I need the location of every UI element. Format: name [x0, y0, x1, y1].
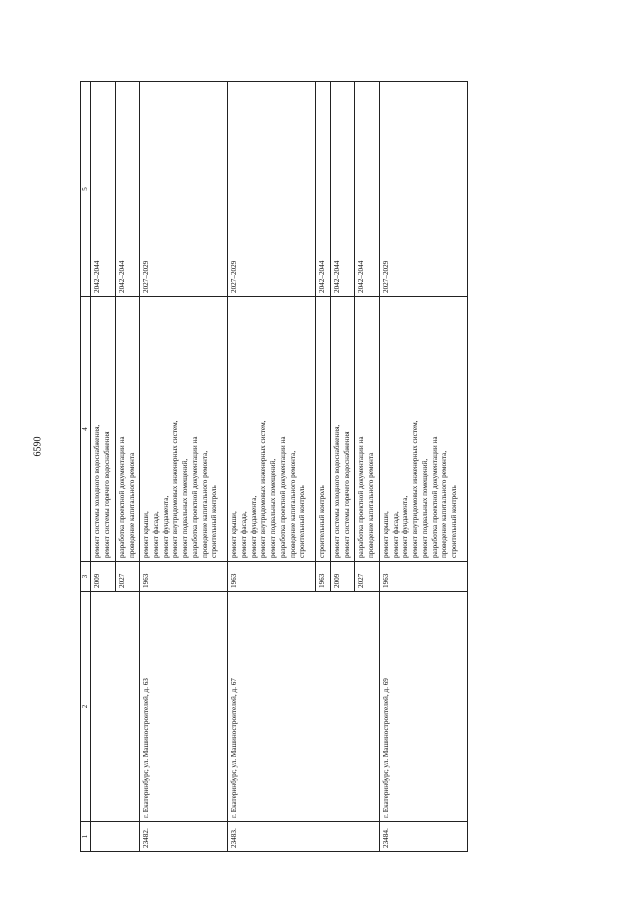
year-cell: 1963 [316, 562, 331, 592]
work-item: ремонт системы горячего водоснабжения [103, 431, 112, 558]
work-item: ремонт подвальных помещений, [269, 458, 278, 558]
work-item: разработка проектной документации на [278, 436, 287, 558]
works-cell [115, 297, 139, 562]
period-cell: 2042–2044 [355, 82, 379, 297]
table-row [91, 82, 115, 852]
header-col-1: 1 [81, 822, 91, 852]
work-item: строительный контроль [298, 485, 307, 558]
work-item: разработка проектной документации на [430, 436, 439, 558]
work-item: ремонт фасада, [391, 511, 400, 558]
table-body [91, 82, 467, 852]
table-row [140, 82, 228, 852]
row-number: 23483. [228, 822, 380, 852]
period-cell: 2042–2044 [316, 82, 331, 297]
work-item: ремонт фундамента, [401, 495, 410, 558]
work-item: строительный контроль [318, 485, 327, 558]
works-cell [331, 297, 355, 562]
work-item: разработка проектной документации на [117, 436, 126, 558]
year-cell: 1963 [228, 562, 316, 592]
header-col-5: 5 [81, 82, 91, 297]
work-item: проведение капитального ремонта, [440, 450, 449, 558]
work-item: ремонт крыши, [230, 511, 239, 558]
table-row [379, 82, 467, 852]
year-cell: 2027 [355, 562, 379, 592]
address-cell: г. Екатеринбург, ул. Машиностроителей, д. 63 [140, 592, 228, 822]
work-item: ремонт подвальных помещений, [420, 458, 429, 558]
work-item: ремонт фасада, [240, 511, 249, 558]
header-col-4: 4 [81, 297, 91, 562]
table-row [228, 82, 316, 852]
year-cell: 2009 [331, 562, 355, 592]
work-item: ремонт фундамента, [249, 495, 258, 558]
work-item: разработка проектной документации на [190, 436, 199, 558]
work-item: ремонт внутридомовых инженерных систем, [411, 420, 420, 558]
header-col-3: 3 [81, 562, 91, 592]
work-item: ремонт внутридомовых инженерных систем, [171, 420, 180, 558]
works-cell [379, 297, 467, 562]
works-cell [228, 297, 316, 562]
year-cell: 1963 [379, 562, 467, 592]
work-item: ремонт внутридомовых инженерных систем, [259, 420, 268, 558]
row-number: 23484. [379, 822, 467, 852]
work-item: ремонт фасада, [152, 511, 161, 558]
works-cell [355, 297, 379, 562]
address-cell [91, 592, 140, 822]
works-cell [316, 297, 331, 562]
period-cell: 2042–2044 [331, 82, 355, 297]
work-item: разработка проектной документации на [357, 436, 366, 558]
work-item: ремонт системы холодного водоснабжения, [333, 424, 342, 558]
work-item: проведение капитального ремонта [367, 452, 376, 558]
work-item: строительный контроль [210, 485, 219, 558]
period-cell: 2027–2029 [228, 82, 316, 297]
row-number: 23482. [140, 822, 228, 852]
period-cell: 2042–2044 [91, 82, 115, 297]
work-item: ремонт крыши, [142, 511, 151, 558]
work-item: ремонт фундамента, [161, 495, 170, 558]
row-number [91, 822, 140, 852]
work-item: строительный контроль [449, 485, 458, 558]
document-sheet [80, 82, 610, 852]
works-cell [140, 297, 228, 562]
page-number: 6590 [32, 436, 44, 457]
year-cell: 1963 [140, 562, 228, 592]
address-cell: г. Екатеринбург, ул. Машиностроителей, д. 69 [379, 592, 467, 822]
period-cell: 2027–2029 [379, 82, 467, 297]
year-cell: 2027 [115, 562, 139, 592]
works-cell [91, 297, 115, 562]
year-cell: 2009 [91, 562, 115, 592]
work-item: ремонт крыши, [381, 511, 390, 558]
work-item: ремонт подвальных помещений, [181, 458, 190, 558]
repair-schedule-table [80, 81, 468, 852]
period-cell: 2042–2044 [115, 82, 139, 297]
work-item: проведение капитального ремонта, [200, 450, 209, 558]
address-cell: г. Екатеринбург, ул. Машиностроителей, д. 67 [228, 592, 380, 822]
header-row [81, 82, 91, 852]
work-item: проведение капитального ремонта, [288, 450, 297, 558]
period-cell: 2027–2029 [140, 82, 228, 297]
work-item: ремонт системы холодного водоснабжения, [93, 424, 102, 558]
work-item: проведение капитального ремонта [127, 452, 136, 558]
work-item: ремонт системы горячего водоснабжения [342, 431, 351, 558]
header-col-2: 2 [81, 592, 91, 822]
